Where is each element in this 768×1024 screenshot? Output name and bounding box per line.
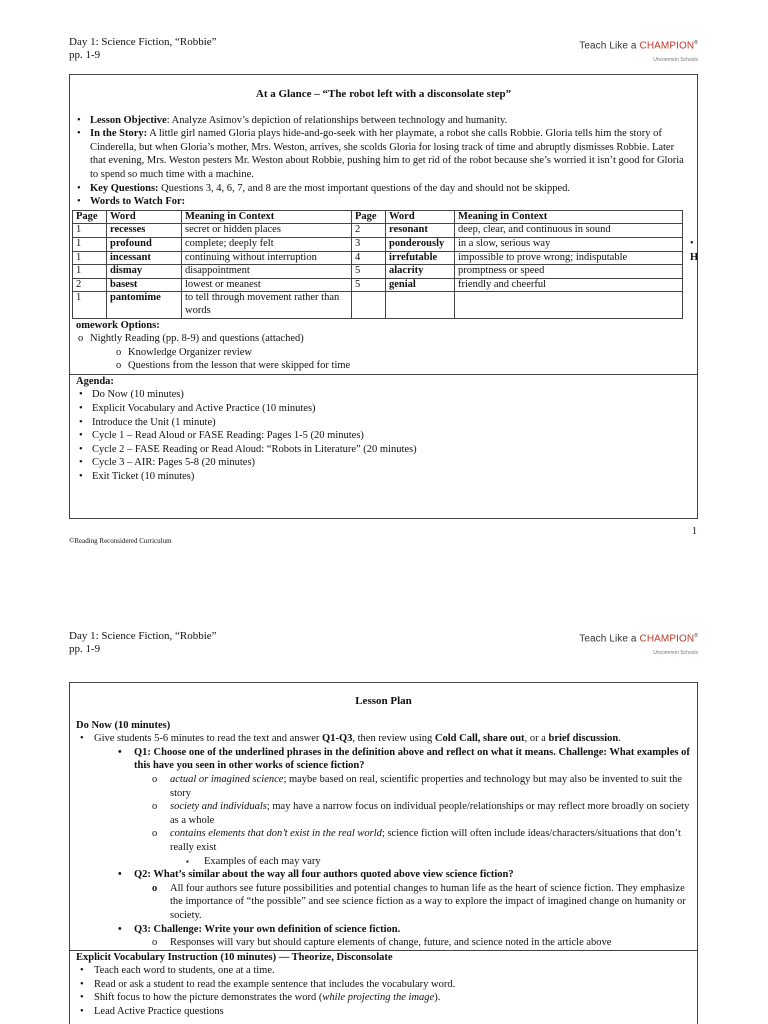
vocab-table [72, 210, 683, 319]
q1-answer-term: contains elements that don’t exist in the real world [170, 828, 382, 840]
agenda-item: • Introduce the Unit (1 minute) [92, 416, 697, 430]
brand-text: Teach Like a [579, 40, 637, 52]
evi-item: • Read or ask a student to read the example sentence that includes the vocabulary word. [76, 978, 691, 992]
vocab-page: 2 [352, 224, 386, 238]
q1-subanswer: ▪ Examples of each may vary [76, 855, 691, 869]
glance-list [70, 114, 697, 209]
vocab-meaning: lowest or meanest [182, 278, 352, 292]
evi-item: • Teach each word to students, one at a time. [76, 964, 691, 978]
vocab-header-cell: Word [107, 210, 182, 224]
do-now-questions: Q1-Q3 [322, 733, 353, 745]
q3-answer: o Responses will vary but should capture elements of change, future, and science noted in the article above [76, 936, 691, 950]
vocab-word: profound [107, 237, 182, 251]
brand-sub: Uncommon Schools [653, 649, 698, 656]
q1-answer-text: ; science fiction will often include ideas/characters/situations that don’t really exist [170, 828, 681, 853]
page2-brand-logo [579, 630, 698, 661]
do-now-instructions [76, 732, 691, 746]
vocab-header-cell: Page [73, 210, 107, 224]
brand-mark: ® [694, 40, 698, 46]
key-label: Key Questions: [90, 182, 159, 194]
vocab-meaning: complete; deeply felt [182, 237, 352, 251]
q1-answer [76, 800, 691, 827]
vocab-page: 1 [73, 292, 107, 318]
lesson-plan-box [69, 682, 698, 1024]
key-text: Questions 3, 4, 6, 7, and 8 are the most important questions of the day and should not be skipped. [158, 182, 571, 194]
vocab-meaning: secret or hidden places [182, 224, 352, 238]
page1-header [69, 36, 217, 62]
brand-accent: CHAMPION [639, 633, 695, 645]
vocab-word [386, 292, 455, 318]
agenda-list [76, 388, 697, 483]
vocab-row [73, 292, 683, 318]
words-to-watch [90, 195, 691, 209]
agenda-item: • Do Now (10 minutes) [92, 388, 697, 402]
vocab-page: 5 [352, 278, 386, 292]
vocab-page: 3 [352, 237, 386, 251]
do-now-technique: brief discussion [548, 733, 619, 745]
vocab-page: 1 [73, 251, 107, 265]
vocab-page: 1 [73, 224, 107, 238]
page2-header-pages: pp. 1-9 [69, 643, 101, 655]
homework-item: o Nightly Reading (pp. 8-9) and questions (attached) [76, 332, 697, 346]
brand-accent: CHAMPION [639, 40, 695, 52]
evi-section [70, 950, 697, 1019]
objective-label: Lesson Objective [90, 114, 167, 126]
homework-subitem: o Questions from the lesson that were skipped for time [76, 359, 697, 373]
q2-answer: o All four authors see future possibilities and potential changes to human life as the heart of science fiction. They emphasize the importance of “the possible” and see science fiction as a way to explore the impact of imagined change on humanity or society. [76, 882, 691, 923]
vocab-word: pantomime [107, 292, 182, 318]
page1-header-pages: pp. 1-9 [69, 49, 101, 61]
q1-answer-text: ; maybe based on real, scientific properties and technology but may also be invented to suit the story [170, 773, 683, 799]
evi-item-em: while projecting the image [322, 992, 435, 1004]
vocab-row [73, 251, 683, 265]
vocab-word: genial [386, 278, 455, 292]
words-label: Words to Watch For: [90, 196, 186, 208]
vocab-page: 2 [73, 278, 107, 292]
vocab-word: basest [107, 278, 182, 292]
at-a-glance-title: At a Glance – “The robot left with a disconsolate step” [255, 88, 512, 100]
in-the-story [90, 127, 691, 181]
vocab-row [73, 237, 683, 251]
vocab-meaning [455, 292, 683, 318]
vocab-row [73, 278, 683, 292]
q1-answer-text: ; may have a narrow focus on individual people/relationships or may reflect more broadly on society as a whole [170, 801, 690, 826]
q1-answer-term: society and individuals [170, 801, 267, 813]
lesson-plan-title: Lesson Plan [355, 695, 412, 707]
question-2: • Q2: What’s similar about the way all four authors quoted above view science fiction? [76, 868, 691, 882]
vocab-word: resonant [386, 224, 455, 238]
page-number: 1 [692, 526, 697, 537]
vocab-header-row [73, 210, 683, 224]
vocab-page [352, 292, 386, 318]
agenda-item: • Exit Ticket (10 minutes) [92, 470, 697, 484]
brand-sub: Uncommon Schools [653, 56, 698, 63]
q1-answer [76, 773, 691, 800]
vocab-row [73, 265, 683, 279]
brand-mark: ® [694, 633, 698, 639]
do-now-technique: Cold Call, share out [434, 733, 525, 745]
agenda-label: Agenda: [76, 375, 114, 387]
agenda-item: • Explicit Vocabulary and Active Practice (10 minutes) [92, 402, 697, 416]
homework-label: omework Options: [76, 319, 160, 331]
vocab-word: alacrity [386, 265, 455, 279]
do-now-text: . [618, 733, 621, 745]
vocab-header-cell: Meaning in Context [182, 210, 352, 224]
vocab-word: ponderously [386, 237, 455, 251]
vocab-page: 5 [352, 265, 386, 279]
vocab-word: irrefutable [386, 251, 455, 265]
vocab-header-cell: Page [352, 210, 386, 224]
story-label: In the Story: [90, 128, 148, 140]
page1-header-title: Day 1: Science Fiction, “Robbie” [69, 36, 217, 48]
evi-item-text: ). [434, 992, 441, 1004]
agenda-item: • Cycle 2 – FASE Reading or Read Aloud: “Robots in Literature” (20 minutes) [92, 443, 697, 457]
vocab-header-cell: Word [386, 210, 455, 224]
page1-brand-logo [579, 37, 698, 68]
objective-text: : Analyze Asimov’s depiction of relationships between technology and humanity. [166, 114, 508, 126]
vocab-meaning: to tell through movement rather than words [182, 292, 352, 318]
vocab-meaning: promptness or speed [455, 265, 683, 279]
homework-subitem: o Knowledge Organizer review [76, 346, 697, 360]
vocab-word: dismay [107, 265, 182, 279]
key-questions [90, 182, 691, 196]
agenda-item: • Cycle 3 – AIR: Pages 5-8 (20 minutes) [92, 456, 697, 470]
vocab-page: 1 [73, 237, 107, 251]
agenda-section [70, 374, 697, 484]
vocab-header-cell: Meaning in Context [455, 210, 683, 224]
vocab-meaning: disappointment [182, 265, 352, 279]
vocab-row [73, 224, 683, 238]
at-a-glance-box [69, 74, 698, 519]
story-text: A little girl named Gloria plays hide-and-go-seek with her playmate, a robot she calls Robbie. Gloria tells him the story of Cinderella, but when Gloria’s mother, Mrs. Weston, arrives, she scolds Gloria for losing track of time and abruptly dismisses Robbie. Later that evening, Mrs. Weston pesters Mr. Weston about Robbie, pushing him to get rid of the robot because she’s worried it isn’t good for Gloria to spend so much time with a machine. [90, 128, 684, 180]
vocab-word: incessant [107, 251, 182, 265]
vocab-word: recesses [107, 224, 182, 238]
vocab-page: 4 [352, 251, 386, 265]
do-now-text: Give students 5-6 minutes to read the text and answer [94, 733, 323, 745]
evi-item-text: Shift focus to how the picture demonstrates the word ( [94, 992, 323, 1004]
page1-footer: ©Reading Reconsidered Curriculum [69, 537, 172, 545]
evi-item: • Lead Active Practice questions [76, 1005, 691, 1019]
q1-answer-term: actual or imagined science [170, 773, 284, 785]
brand-text: Teach Like a [579, 633, 637, 645]
question-3: • Q3: Challenge: Write your own definition of science fiction. [76, 923, 691, 937]
do-now-text: , then review using [352, 733, 435, 745]
stray-h: H [690, 252, 699, 263]
evi-item [76, 991, 691, 1005]
vocab-meaning: friendly and cheerful [455, 278, 683, 292]
do-now-text: , or a [524, 733, 549, 745]
vocab-meaning: in a slow, serious way [455, 237, 683, 251]
lesson-objective [90, 114, 691, 128]
evi-label: Explicit Vocabulary Instruction (10 minutes) — Theorize, Disconsolate [76, 951, 393, 963]
vocab-meaning: continuing without interruption [182, 251, 352, 265]
do-now-label: Do Now (10 minutes) [76, 719, 171, 731]
q1-answer [76, 827, 691, 854]
agenda-item: • Cycle 1 – Read Aloud or FASE Reading: Pages 1-5 (20 minutes) [92, 429, 697, 443]
page2-header-title: Day 1: Science Fiction, “Robbie” [69, 630, 217, 642]
stray-bullet: • [690, 238, 694, 249]
question-1: • Q1: Choose one of the underlined phrases in the definition above and reflect on what it means. Challenge: What examples of this have you seen in other works of science fiction? [76, 746, 691, 773]
vocab-meaning: impossible to prove wrong; indisputable [455, 251, 683, 265]
page2-header [69, 630, 217, 656]
vocab-meaning: deep, clear, and continuous in sound [455, 224, 683, 238]
vocab-page: 1 [73, 265, 107, 279]
